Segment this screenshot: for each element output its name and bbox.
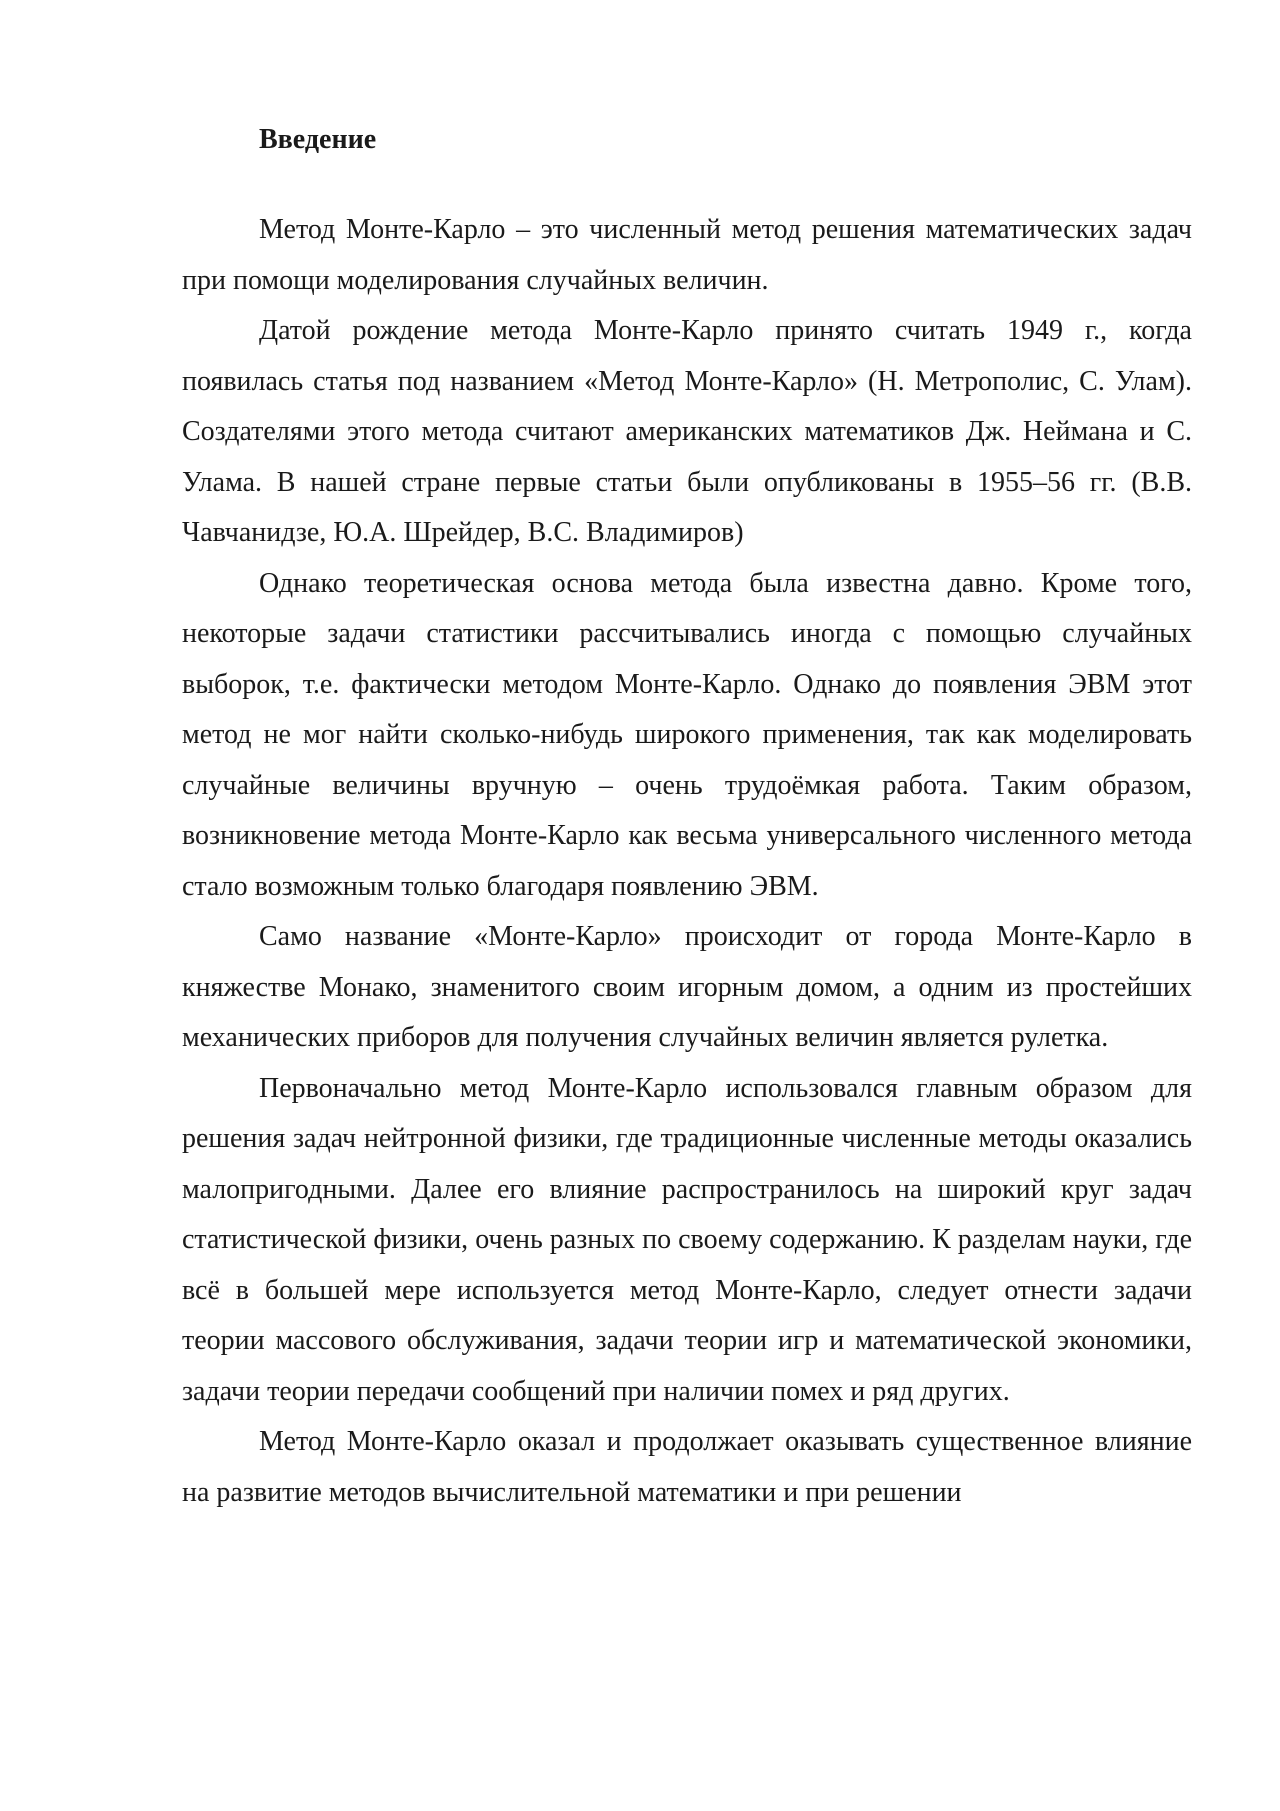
paragraph-influence: Метод Монте-Карло оказал и продолжает оказывать существенное влияние на развитие методов вычислительной математики и при решении <box>182 1426 1192 1508</box>
paragraph-applications: Первоначально метод Монте-Карло использовался главным образом для решения задач нейтронной физики, где традиционные численные методы оказались малопригодными. Далее его влияние распространилось на широкий круг задач статистической физики, очень разных по своему содержанию. К разделам науки, где всё в большей мере используется метод Монте-Карло, следует отнести задачи теории массового обслуживания, задачи теории игр и математической экономики, задачи теории передачи сообщений при наличии помех и ряд других. <box>182 1072 1192 1407</box>
document-body <box>182 118 1192 1518</box>
paragraph-history: Датой рождение метода Монте-Карло принято считать 1949 г., когда появилась статья под названием «Метод Монте-Карло» (Н. Метрополис, С. Улам). Создателями этого метода считают американских математиков Дж. Неймана и С. Улама. В нашей стране первые статьи были опубликованы в 1955–56 гг. (В.В. Чавчанидзе, Ю.А. Шрейдер, В.С. Владимиров) <box>182 315 1192 548</box>
paragraph-theory: Однако теоретическая основа метода была известна давно. Кроме того, некоторые задачи статистики рассчитывались иногда с помощью случайных выборок, т.е. фактически методом Монте-Карло. Однако до появления ЭВМ этот метод не мог найти сколько-нибудь широкого применения, так как моделировать случайные величины вручную – очень трудоёмкая работа. Таким образом, возникновение метода Монте-Карло как весьма универсального численного метода стало возможным только благодаря появлению ЭВМ. <box>182 567 1192 902</box>
section-heading: Введение <box>259 124 377 155</box>
paragraph-definition: Метод Монте-Карло – это численный метод решения математических задач при помощи моделирования случайных величин. <box>182 214 1192 296</box>
paragraph-name-origin: Само название «Монте-Карло» происходит от города Монте-Карло в княжестве Монако, знаменитого своим игорным домом, а одним из простейших механических приборов для получения случайных величин является рулетка. <box>182 921 1192 1053</box>
